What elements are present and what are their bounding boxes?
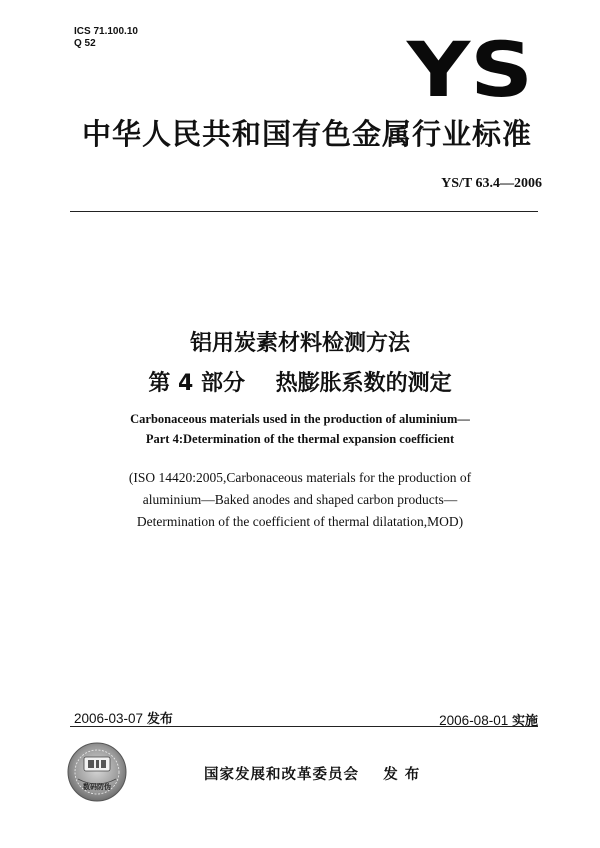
implement-label: 实施 <box>511 714 538 729</box>
iso-reference-line2: aluminium—Baked anodes and shaped carbon products— <box>142 492 458 507</box>
title-cn-line1: 铝用炭素材料检测方法 <box>189 331 410 356</box>
ys-logo: YS <box>406 25 534 114</box>
issuing-authority: 国家发展和改革委员会 发 布 <box>204 767 421 783</box>
issue-label: 发布 <box>146 712 173 727</box>
title-en-line2: Part 4:Determination of the thermal expansion coefficient <box>145 432 455 446</box>
top-divider <box>70 211 538 212</box>
issue-date: 2006-03-07 <box>74 711 144 726</box>
bottom-divider <box>70 726 538 727</box>
issue-date-block <box>74 708 173 727</box>
ics-code: ICS 71.100.10 <box>74 26 138 37</box>
iso-reference-line3: Determination of the coefficient of thermal dilatation,MOD) <box>136 514 464 529</box>
implement-date: 2006-08-01 <box>439 713 509 728</box>
iso-reference-line1: (ISO 14420:2005,Carbonaceous materials for the production of <box>128 470 472 485</box>
standard-category-title: 中华人民共和国有色金属行业标准 <box>81 117 532 151</box>
classification-codes <box>74 26 138 50</box>
title-cn-line2: 第 4 部分 热膨胀系数的测定 <box>148 371 452 396</box>
seal-text: 数码防伪 <box>83 783 111 791</box>
standard-number: YS/T 63.4—2006 <box>441 176 542 191</box>
title-en-line1: Carbonaceous materials used in the production of aluminium— <box>130 412 470 426</box>
ccs-code: Q 52 <box>74 38 96 49</box>
anti-counterfeit-seal-icon <box>66 741 128 803</box>
